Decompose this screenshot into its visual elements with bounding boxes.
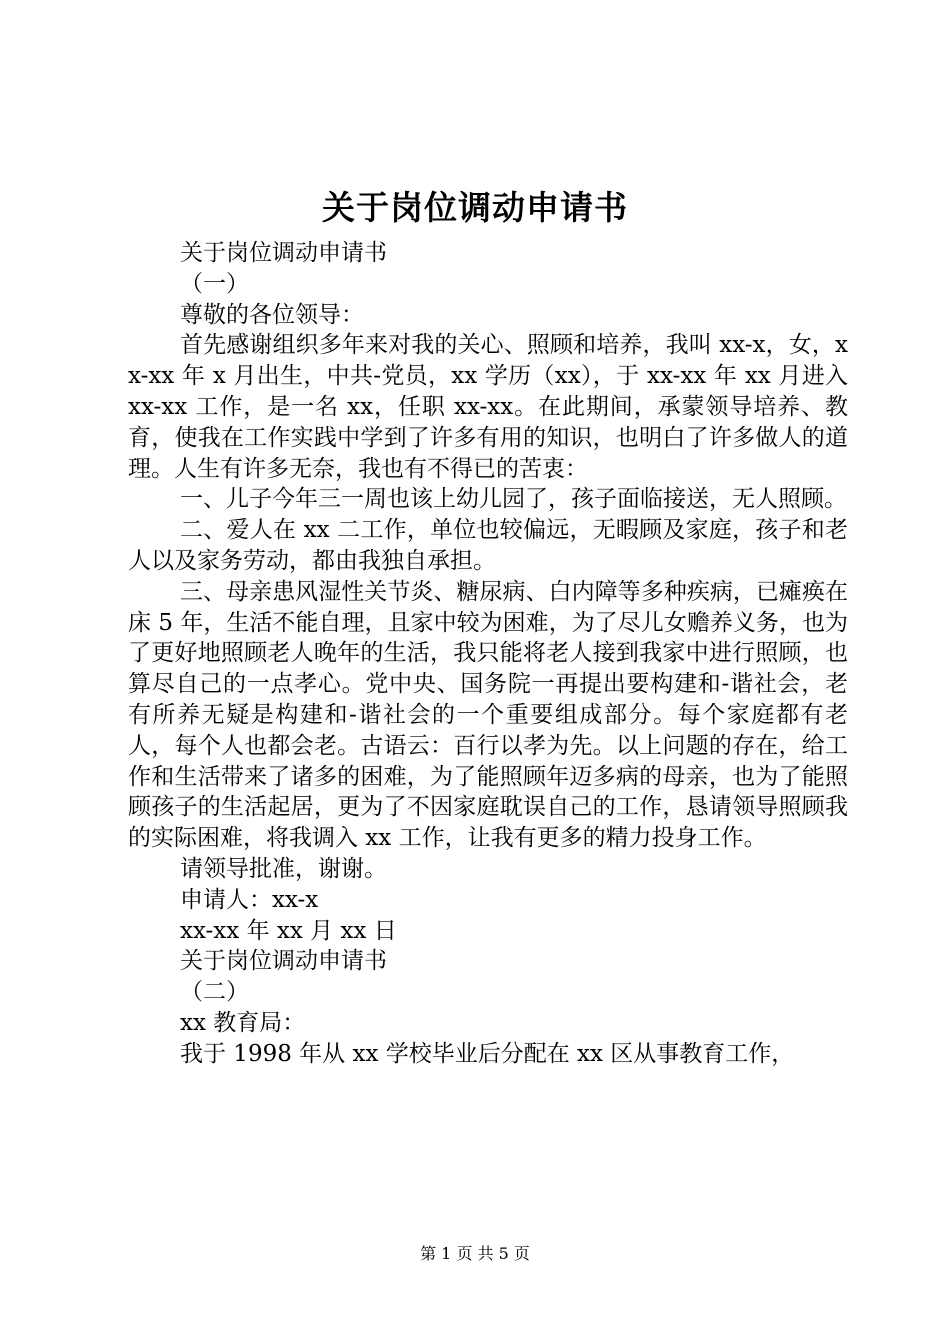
document-title: 关于岗位调动申请书 (322, 188, 628, 227)
section-number-2: （二） (180, 979, 249, 1006)
intro-paragraph: 首先感谢组织多年来对我的关心、照顾和培养，我叫 xx-x，女，xx-xx 年 x 月出生，中共-党员，xx 学历（xx），于 xx-xx 年 xx 月进入 xx-xx 工作，是一名 xx，任职 xx-xx。在此期间，承蒙领导培养、教育，使我在工作实践中学到了许多有用的知识，也明白了许多做人的道理。人生有许多无奈，我也有不得已的苦衷： (128, 332, 848, 482)
document-body (128, 238, 848, 1070)
second-letter-title: 关于岗位调动申请书 (180, 948, 387, 975)
salutation: 尊敬的各位领导： (180, 301, 364, 328)
date-line: xx-xx 年 xx 月 xx 日 (180, 917, 397, 944)
subtitle-paragraph: 关于岗位调动申请书 (180, 240, 387, 266)
second-salutation: xx 教育局： (180, 1009, 306, 1036)
reason-two-paragraph: 二、爱人在 xx 二工作，单位也较偏远，无暇顾及家庭，孩子和老人以及家务劳动，都由我独自承担。 (128, 517, 848, 574)
second-intro-paragraph: 我于 1998 年从 xx 学校毕业后分配在 xx 区从事教育工作， (180, 1040, 795, 1067)
section-number-1: （一） (180, 270, 249, 297)
reason-one-paragraph: 一、儿子今年三一周也该上幼儿园了，孩子面临接送，无人照顾。 (180, 486, 847, 513)
reason-three-paragraph: 三、母亲患风湿性关节炎、糖尿病、白内障等多种疾病，已瘫痪在床 5 年，生活不能自理，且家中较为困难，为了尽儿女赡养义务，也为了更好地照顾老人晚年的生活，我只能将老人接到我家中进行照顾，也算尽自己的一点孝心。党中央、国务院一再提出要构建和-谐社会，老有所养无疑是构建和-谐社会的一个重要组成部分。每个家庭都有老人，每个人也都会老。古语云：百行以孝为先。以上问题的存在，给工作和生活带来了诸多的困难，为了能照顾年迈多病的母亲，也为了能照顾孩子的生活起居，更为了不因家庭耽误自己的工作，恳请领导照顾我的实际困难，将我调入 xx 工作，让我有更多的精力投身工作。 (128, 578, 848, 852)
closing-request: 请领导批准，谢谢。 (180, 855, 387, 882)
page-footer: 第 1 页 共 5 页 (420, 1244, 530, 1263)
applicant-line: 申请人：xx-x (180, 886, 319, 913)
